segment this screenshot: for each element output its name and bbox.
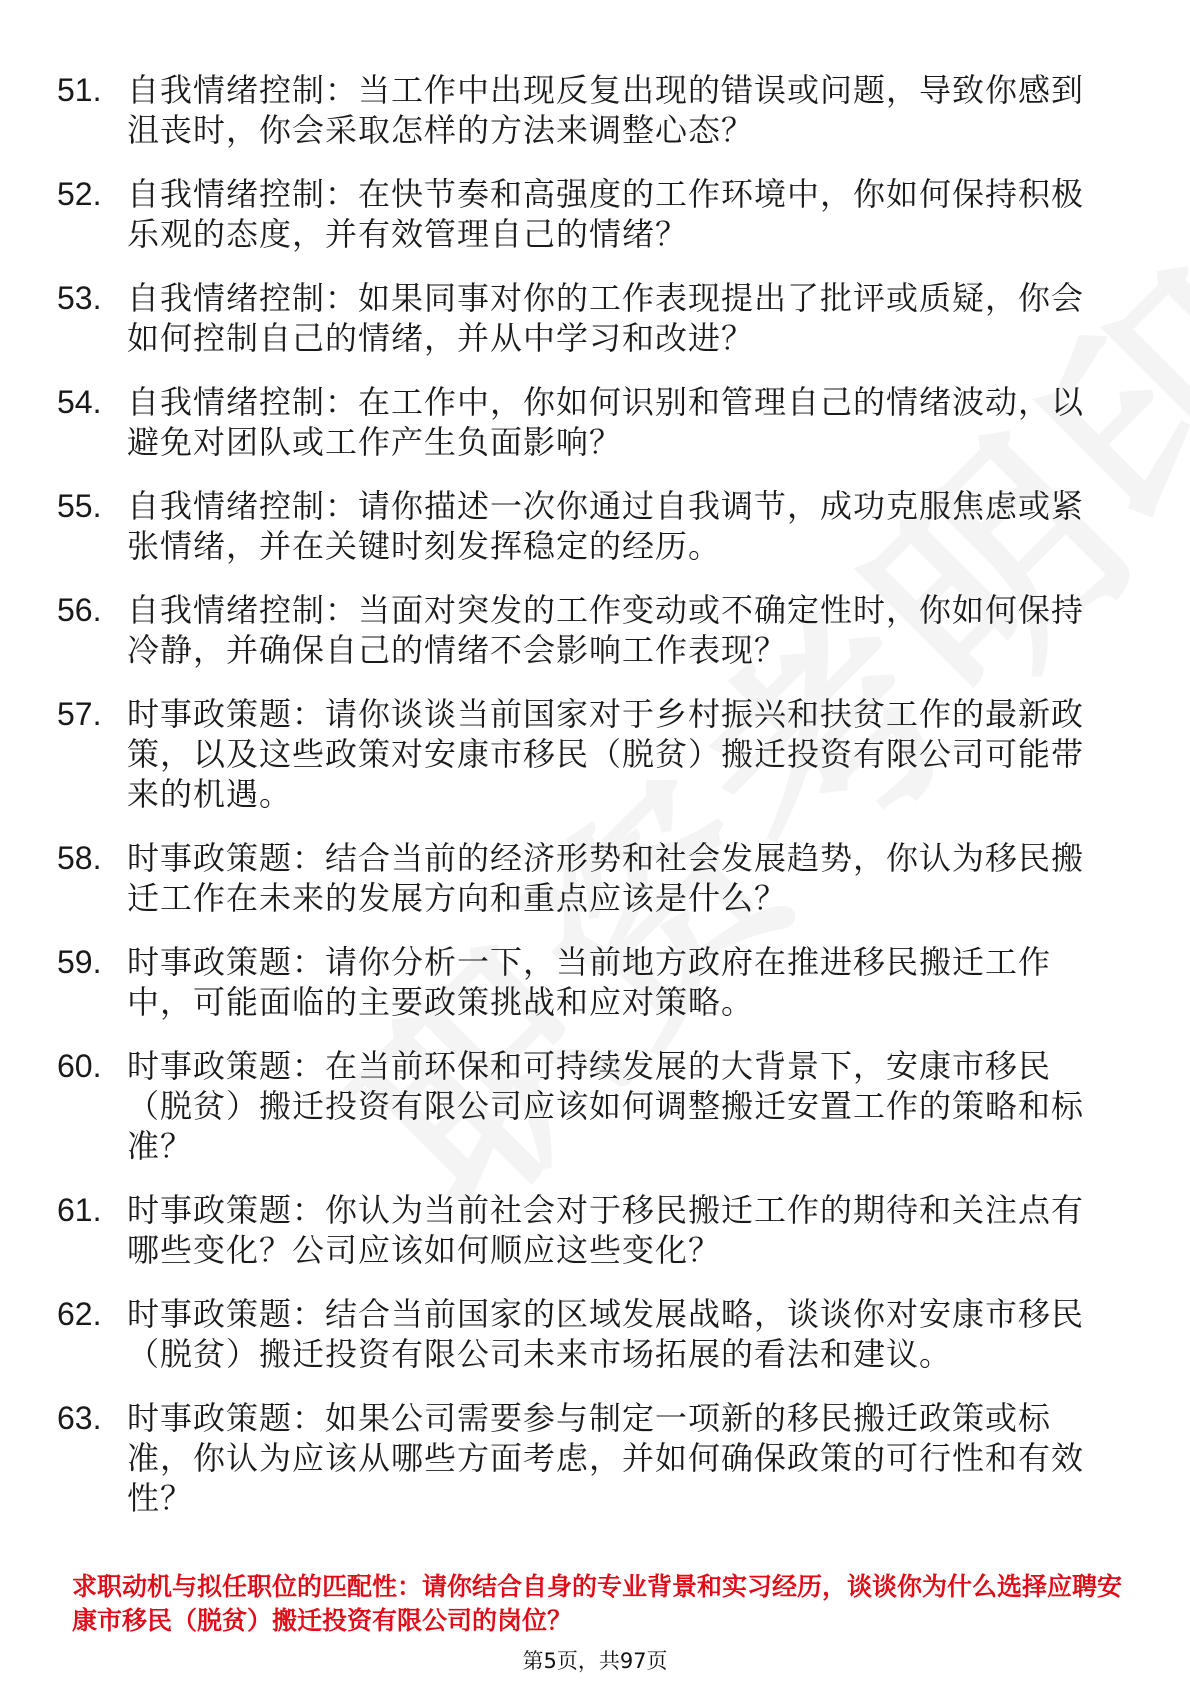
question-number: 57.	[57, 696, 102, 732]
question-number: 59.	[57, 944, 102, 980]
question-text: 时事政策题：结合当前国家的区域发展战略，谈谈你对安康市移民（脱贫）搬迁投资有限公司未来市场拓展的看法和建议。	[127, 1295, 1085, 1373]
question-number: 52.	[57, 176, 102, 212]
question-text: 时事政策题：在当前环保和可持续发展的大背景下，安康市移民（脱贫）搬迁投资有限公司应该如何调整搬迁安置工作的策略和标准？	[127, 1047, 1085, 1165]
question-item	[0, 942, 1190, 1022]
question-text: 时事政策题：你认为当前社会对于移民搬迁工作的期待和关注点有哪些变化？公司应该如何顺应这些变化？	[127, 1191, 1085, 1269]
question-text: 自我情绪控制：如果同事对你的工作表现提出了批评或质疑，你会如何控制自己的情绪，并从中学习和改进？	[127, 279, 1085, 357]
question-text: 自我情绪控制：在快节奏和高强度的工作环境中，你如何保持积极乐观的态度，并有效管理自己的情绪？	[127, 175, 1085, 253]
question-text: 自我情绪控制：在工作中，你如何识别和管理自己的情绪波动，以避免对团队或工作产生负面影响？	[127, 383, 1085, 461]
question-item	[0, 1398, 1190, 1518]
question-number: 60.	[57, 1048, 102, 1084]
question-number: 53.	[57, 280, 102, 316]
question-text: 时事政策题：结合当前的经济形势和社会发展趋势，你认为移民搬迁工作在未来的发展方向和重点应该是什么？	[127, 839, 1085, 917]
question-number: 58.	[57, 840, 102, 876]
question-item	[0, 278, 1190, 358]
question-number: 51.	[57, 72, 102, 108]
highlighted-question: 求职动机与拟任职位的匹配性：请你结合自身的专业背景和实习经历，谈谈你为什么选择应聘安康市移民（脱贫）搬迁投资有限公司的岗位？	[72, 1572, 1123, 1635]
question-item	[0, 1294, 1190, 1374]
question-item	[0, 70, 1190, 150]
question-list	[0, 70, 1190, 1542]
question-item	[0, 1190, 1190, 1270]
question-number: 54.	[57, 384, 102, 420]
question-number: 55.	[57, 488, 102, 524]
question-item	[0, 174, 1190, 254]
question-number: 63.	[57, 1400, 102, 1436]
question-item	[0, 486, 1190, 566]
question-text: 自我情绪控制：当工作中出现反复出现的错误或问题，导致你感到沮丧时，你会采取怎样的方法来调整心态？	[127, 71, 1085, 149]
question-number: 56.	[57, 592, 102, 628]
question-number: 61.	[57, 1192, 102, 1228]
question-text: 自我情绪控制：当面对突发的工作变动或不确定性时，你如何保持冷静，并确保自己的情绪不会影响工作表现？	[127, 591, 1085, 669]
question-item	[0, 694, 1190, 814]
question-item	[0, 838, 1190, 918]
question-item	[0, 1046, 1190, 1166]
question-text: 时事政策题：请你分析一下，当前地方政府在推进移民搬迁工作中，可能面临的主要政策挑战和应对策略。	[127, 943, 1052, 1021]
question-number: 62.	[57, 1296, 102, 1332]
question-text: 自我情绪控制：请你描述一次你通过自我调节，成功克服焦虑或紧张情绪，并在关键时刻发挥稳定的经历。	[127, 487, 1085, 565]
page-footer: 第5页，共97页	[522, 1649, 668, 1673]
question-item	[0, 382, 1190, 462]
question-item	[0, 590, 1190, 670]
question-text: 时事政策题：请你谈谈当前国家对于乡村振兴和扶贫工作的最新政策，以及这些政策对安康市移民（脱贫）搬迁投资有限公司可能带来的机遇。	[127, 695, 1085, 813]
question-text: 时事政策题：如果公司需要参与制定一项新的移民搬迁政策或标准，你认为应该从哪些方面考虑，并如何确保政策的可行性和有效性？	[127, 1399, 1085, 1517]
